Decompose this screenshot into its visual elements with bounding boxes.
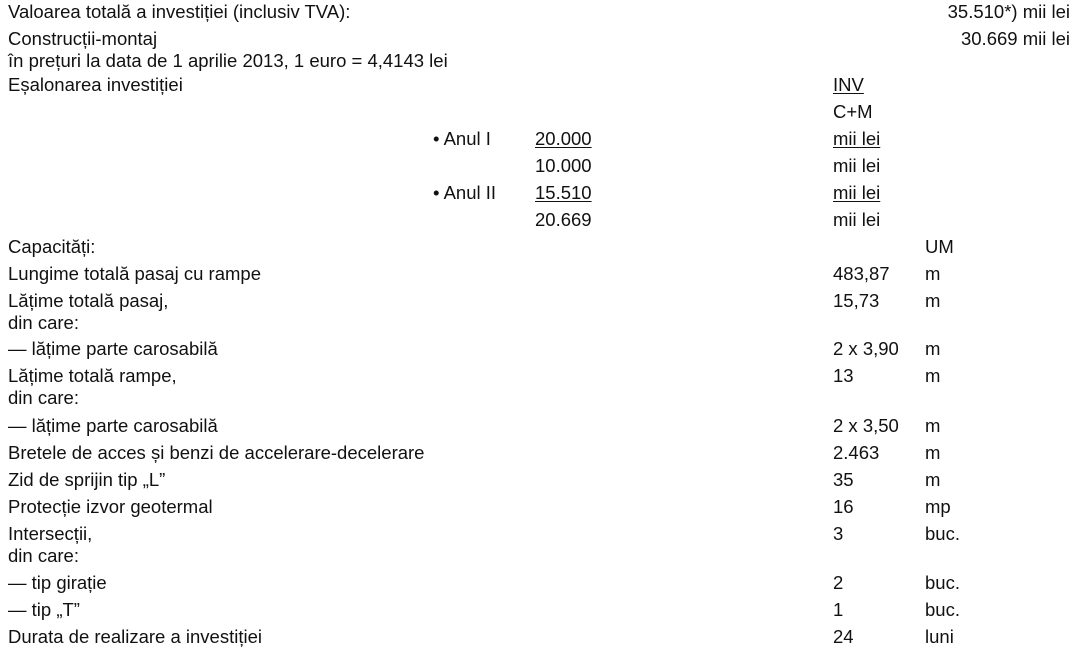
capacity-unit: m — [925, 263, 941, 284]
capacity-name: — tip girație — [8, 572, 107, 593]
capacity-value: 2.463 — [833, 442, 880, 463]
capacity-name: Bretele de acces și benzi de accelerare-decelerare — [8, 442, 425, 463]
capacity-unit: m — [925, 469, 941, 490]
capacity-unit: luni — [925, 626, 954, 647]
capacity-value: 483,87 — [833, 263, 890, 284]
capacity-name: Lățime totală pasaj, — [8, 290, 169, 311]
capacity-unit: buc. — [925, 572, 960, 593]
year-2-label: • Anul II — [433, 182, 497, 203]
year-2-cm-value: 20.669 — [535, 209, 592, 230]
year-1-inv-value: 20.000 — [535, 128, 592, 149]
capacity-value: 2 x 3,50 — [833, 415, 899, 436]
capacities-label: Capacități: — [8, 236, 96, 257]
capacity-value: 2 — [833, 572, 844, 593]
construction-value: 30.669 mii lei — [960, 28, 1070, 49]
year-1-inv-unit: mii lei — [833, 128, 881, 149]
schedule-label: Eșalonarea investiției — [8, 74, 183, 95]
capacity-name: Durata de realizare a investiției — [8, 626, 262, 647]
capacity-unit: m — [925, 442, 941, 463]
year-1-cm-unit: mii lei — [833, 155, 881, 176]
capacity-name: din care: — [8, 387, 79, 408]
capacity-unit: m — [925, 415, 941, 436]
capacity-value: 1 — [833, 599, 844, 620]
capacity-unit: m — [925, 290, 941, 311]
year-1-label: • Anul I — [433, 128, 491, 149]
capacity-unit: mp — [925, 496, 951, 517]
capacity-name: — lățime parte carosabilă — [8, 338, 218, 359]
inv-column-header: INV — [833, 74, 864, 95]
capacity-unit: m — [925, 365, 941, 386]
capacity-name: Zid de sprijin tip „L” — [8, 469, 166, 490]
capacity-name: Intersecții, — [8, 523, 93, 544]
capacity-name: Protecție izvor geotermal — [8, 496, 213, 517]
capacity-name: din care: — [8, 312, 79, 333]
year-2-inv-value: 15.510 — [535, 182, 592, 203]
capacity-value: 13 — [833, 365, 854, 386]
capacity-name: din care: — [8, 545, 79, 566]
capacity-value: 15,73 — [833, 290, 880, 311]
capacity-value: 2 x 3,90 — [833, 338, 899, 359]
year-1-cm-value: 10.000 — [535, 155, 592, 176]
capacity-value: 3 — [833, 523, 844, 544]
construction-label: Construcții-montaj — [8, 28, 158, 49]
year-2-cm-unit: mii lei — [833, 209, 881, 230]
cm-column-header: C+M — [833, 101, 873, 122]
total-investment-value: 35.510*) mii lei — [947, 1, 1070, 22]
capacity-value: 16 — [833, 496, 854, 517]
capacity-value: 24 — [833, 626, 854, 647]
capacity-unit: buc. — [925, 523, 960, 544]
um-column-header: UM — [925, 236, 954, 257]
capacity-value: 35 — [833, 469, 854, 490]
total-investment-label: Valoarea totală a investiției (inclusiv TVA): — [8, 1, 351, 22]
capacity-name: — tip „T” — [8, 599, 80, 620]
year-2-inv-unit: mii lei — [833, 182, 881, 203]
capacity-unit: m — [925, 338, 941, 359]
capacity-name: Lungime totală pasaj cu rampe — [8, 263, 261, 284]
capacity-name: — lățime parte carosabilă — [8, 415, 218, 436]
capacity-unit: buc. — [925, 599, 960, 620]
capacity-name: Lățime totală rampe, — [8, 365, 177, 386]
price-note: în prețuri la data de 1 aprilie 2013, 1 euro = 4,4143 lei — [8, 50, 448, 71]
